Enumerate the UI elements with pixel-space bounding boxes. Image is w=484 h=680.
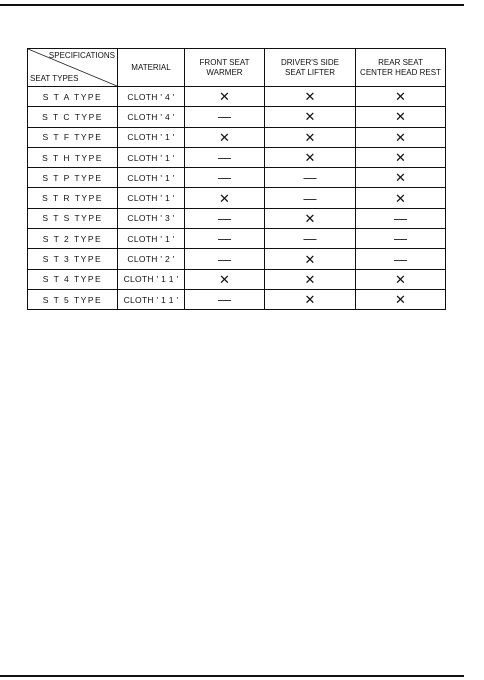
material-cell: CLOTH ' 1 1 ' [118,269,185,289]
material-cell: CLOTH ' 1 1 ' [118,289,185,309]
seat-lifter-cell [265,107,356,127]
availability-mark: ✕ [395,190,406,206]
seat-type-cell: S T 5 TYPE [28,289,118,309]
head-rest-cell [356,208,446,228]
availability-mark: — [218,150,231,166]
rear-head-rest-header [356,49,446,87]
head-rest-cell [356,188,446,208]
seat-specifications-table [27,48,446,310]
availability-mark: ✕ [304,210,316,226]
seat-lifter-cell [265,147,356,167]
availability-mark: ✕ [395,292,406,308]
availability-mark: — [394,231,407,247]
head-rest-cell [356,269,446,289]
availability-mark: — [218,251,231,267]
seat-type-cell: S T 2 TYPE [28,229,118,249]
table-row [28,87,446,107]
availability-mark: ✕ [395,129,406,145]
material-cell: CLOTH ' 1 ' [118,168,185,188]
seat-lifter-cell [265,249,356,269]
head-rest-cell [356,229,446,249]
availability-mark: ✕ [219,129,230,145]
drivers-seat-lifter-header-line1: DRIVER'S SIDE [281,57,339,67]
front-seat-warmer-cell [185,107,265,127]
availability-mark: — [303,170,317,186]
seat-lifter-cell [265,188,356,208]
head-rest-cell [356,147,446,167]
material-cell: CLOTH ' 3 ' [118,208,185,228]
front-seat-warmer-cell [185,87,265,107]
front-seat-warmer-cell [185,229,265,249]
front-seat-warmer-cell [185,147,265,167]
seat-type-cell: S T H TYPE [28,147,118,167]
seat-lifter-cell [265,87,356,107]
availability-mark: ✕ [304,251,316,267]
availability-mark: ✕ [395,271,406,287]
availability-mark: — [218,170,231,186]
seat-type-cell: S T C TYPE [28,107,118,127]
table-row [28,289,446,309]
availability-mark: ✕ [395,170,406,186]
material-cell: CLOTH ' 1 ' [118,147,185,167]
head-rest-cell [356,249,446,269]
availability-mark: ✕ [304,129,316,145]
top-rule [0,4,464,6]
table-row [28,147,446,167]
material-cell: CLOTH ' 4 ' [118,87,185,107]
table-row [28,249,446,269]
specifications-label: SPECIFICATIONS [48,51,115,60]
availability-mark: ✕ [304,150,316,166]
seat-type-cell: S T A TYPE [28,87,118,107]
availability-mark: — [218,210,231,226]
availability-mark: ✕ [395,109,406,125]
material-cell: CLOTH ' 2 ' [118,249,185,269]
front-seat-warmer-header-line1: FRONT SEAT [199,57,250,67]
front-seat-warmer-cell [185,289,265,309]
table-row [28,168,446,188]
front-seat-warmer-cell [185,208,265,228]
front-seat-warmer-cell [185,188,265,208]
table-row [28,127,446,147]
head-rest-cell [356,107,446,127]
material-cell: CLOTH ' 1 ' [118,127,185,147]
availability-mark: ✕ [219,89,230,105]
bottom-rule [0,675,464,677]
seat-types-label: SEAT TYPES [30,74,79,83]
availability-mark: ✕ [304,271,316,287]
table-row [28,188,446,208]
rear-head-rest-header-line1: REAR SEAT [378,57,423,67]
seat-type-cell: S T P TYPE [28,168,118,188]
seat-lifter-cell [265,208,356,228]
front-seat-warmer-header [185,49,265,87]
rear-head-rest-header-line2: CENTER HEAD REST [360,67,441,77]
material-cell: CLOTH ' 1 ' [118,188,185,208]
seat-type-cell: S T 4 TYPE [28,269,118,289]
availability-mark: — [303,190,317,206]
availability-mark: — [218,231,231,247]
seat-lifter-cell [265,289,356,309]
drivers-seat-lifter-header [265,49,356,87]
header-corner-cell [28,49,118,87]
drivers-seat-lifter-header-line2: SEAT LIFTER [285,67,335,77]
seat-type-cell: S T R TYPE [28,188,118,208]
table-row [28,229,446,249]
availability-mark: ✕ [395,150,406,166]
availability-mark: ✕ [395,89,406,105]
table-header-row [28,49,446,87]
material-header: MATERIAL [118,49,185,87]
front-seat-warmer-header-line2: WARMER [206,67,243,77]
availability-mark: ✕ [304,292,316,308]
seat-lifter-cell [265,168,356,188]
seat-type-cell: S T 3 TYPE [28,249,118,269]
head-rest-cell [356,289,446,309]
seat-lifter-cell [265,229,356,249]
head-rest-cell [356,87,446,107]
seat-lifter-cell [265,127,356,147]
seat-type-cell: S T F TYPE [28,127,118,147]
availability-mark: ✕ [219,190,230,206]
availability-mark: ✕ [304,109,316,125]
table-row [28,208,446,228]
table-row [28,269,446,289]
front-seat-warmer-cell [185,269,265,289]
availability-mark: — [218,292,231,308]
availability-mark: ✕ [304,89,316,105]
table-row [28,107,446,127]
head-rest-cell [356,127,446,147]
front-seat-warmer-cell [185,249,265,269]
availability-mark: ✕ [219,271,230,287]
seat-lifter-cell [265,269,356,289]
head-rest-cell [356,168,446,188]
availability-mark: — [303,231,317,247]
material-cell: CLOTH ' 4 ' [118,107,185,127]
material-cell: CLOTH ' 1 ' [118,229,185,249]
availability-mark: — [394,210,407,226]
availability-mark: — [394,251,407,267]
seat-type-cell: S T S TYPE [28,208,118,228]
front-seat-warmer-cell [185,127,265,147]
availability-mark: — [218,109,231,125]
front-seat-warmer-cell [185,168,265,188]
